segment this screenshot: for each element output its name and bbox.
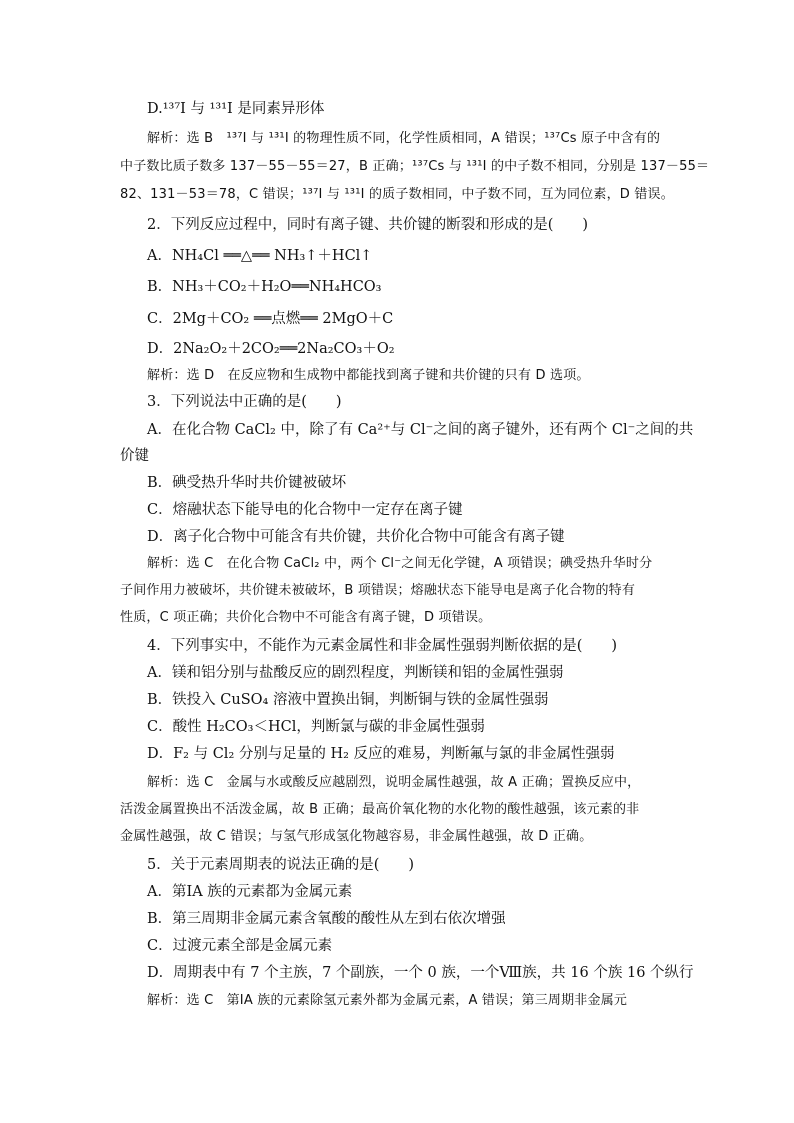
question-4-analysis-line-1: 解析：选 C 金属与水或酸反应越剧烈，说明金属性越强，故 A 正确；置换反应中，	[147, 775, 641, 790]
question-1-analysis-line-1: 解析：选 B ¹³⁷I 与 ¹³¹I 的物理性质不同，化学性质相同，A 错误；¹³⁷Cs 原子中含有的	[147, 131, 661, 146]
question-2-option-c: C．2Mg＋CO₂ ══点燃══ 2MgO＋C	[147, 311, 394, 327]
question-4-option-d: D．F₂ 与 Cl₂ 分别与足量的 H₂ 反应的难易，判断氟与氯的非金属性强弱	[147, 746, 615, 762]
question-4-option-c: C．酸性 H₂CO₃＜HCl，判断氯与碳的非金属性强弱	[147, 719, 485, 735]
question-4-option-b: B．铁投入 CuSO₄ 溶液中置换出铜，判断铜与铁的金属性强弱	[147, 692, 549, 708]
question-4-analysis-line-2: 活泼金属置换出不活泼金属，故 B 正确；最高价氧化物的水化物的酸性越强，该元素的非	[120, 802, 640, 817]
question-5-option-b: B．第三周期非金属元素含氧酸的酸性从左到右依次增强	[147, 911, 506, 927]
question-5-option-a: A．第ⅠA 族的元素都为金属元素	[147, 884, 353, 900]
question-2-analysis: 解析：选 D 在反应物和生成物中都能找到离子键和共价键的只有 D 选项。	[147, 368, 590, 383]
question-3-analysis-line-2: 子间作用力被破坏，共价键未被破坏，B 项错误；熔融状态下能导电是离子化合物的特有	[120, 583, 636, 598]
question-4-analysis-line-3: 金属性越强，故 C 错误；与氢气形成氢化物越容易，非金属性越强，故 D 正确。	[120, 829, 593, 844]
question-2-option-a: A．NH₄Cl ══△══ NH₃↑＋HCl↑	[147, 248, 373, 264]
question-2-option-b: B．NH₃＋CO₂＋H₂O══NH₄HCO₃	[147, 279, 382, 295]
question-3-option-c: C．熔融状态下能导电的化合物中一定存在离子键	[147, 502, 463, 518]
question-4-option-a: A．镁和铝分别与盐酸反应的剧烈程度，判断镁和铝的金属性强弱	[147, 665, 564, 681]
question-3-option-b: B．碘受热升华时共价键被破坏	[147, 475, 347, 491]
question-1-analysis-line-3: 82、131－53＝78，C 错误；¹³⁷I 与 ¹³¹I 的质子数相同，中子数不同，互为同位素，D 错误。	[120, 187, 674, 202]
question-3-analysis-line-3: 性质，C 项正确；共价化合物中不可能含有离子键，D 项错误。	[120, 610, 492, 625]
question-5-option-c: C．过渡元素全部是金属元素	[147, 938, 333, 954]
question-5-analysis-line-1: 解析：选 C 第ⅠA 族的元素除氢元素外都为金属元素，A 错误；第三周期非金属元	[147, 993, 628, 1008]
question-3-option-a-cont: 价键	[120, 448, 149, 464]
question-4-stem: 4．下列事实中，不能作为元素金属性和非金属性强弱判断依据的是( )	[147, 638, 618, 654]
question-1-analysis-line-2: 中子数比质子数多 137－55－55＝27，B 正确；¹³⁷Cs 与 ¹³¹I 的中子数不相同，分别是 137－55＝	[120, 159, 710, 174]
question-2-stem: 2．下列反应过程中，同时有离子键、共价键的断裂和形成的是( )	[147, 217, 589, 233]
question-3-option-d: D．离子化合物中可能含有共价键，共价化合物中可能含有离子键	[147, 529, 565, 545]
question-3-stem: 3．下列说法中正确的是( )	[147, 394, 342, 410]
question-2-option-d: D．2Na₂O₂＋2CO₂══2Na₂CO₃＋O₂	[147, 341, 395, 357]
question-5-option-d: D．周期表中有 7 个主族，7 个副族，一个 0 族，一个Ⅷ族，共 16 个族 16 个纵行	[147, 965, 694, 981]
question-5-stem: 5．关于元素周期表的说法正确的是( )	[147, 857, 415, 873]
question-3-analysis-line-1: 解析：选 C 在化合物 CaCl₂ 中，两个 Cl⁻之间无化学键，A 项错误；碘受热升华时分	[147, 556, 653, 571]
question-1-option-d: D.¹³⁷I 与 ¹³¹I 是同素异形体	[147, 101, 325, 117]
question-3-option-a: A．在化合物 CaCl₂ 中，除了有 Ca²⁺与 Cl⁻之间的离子键外，还有两个 Cl⁻之间的共	[147, 422, 694, 438]
